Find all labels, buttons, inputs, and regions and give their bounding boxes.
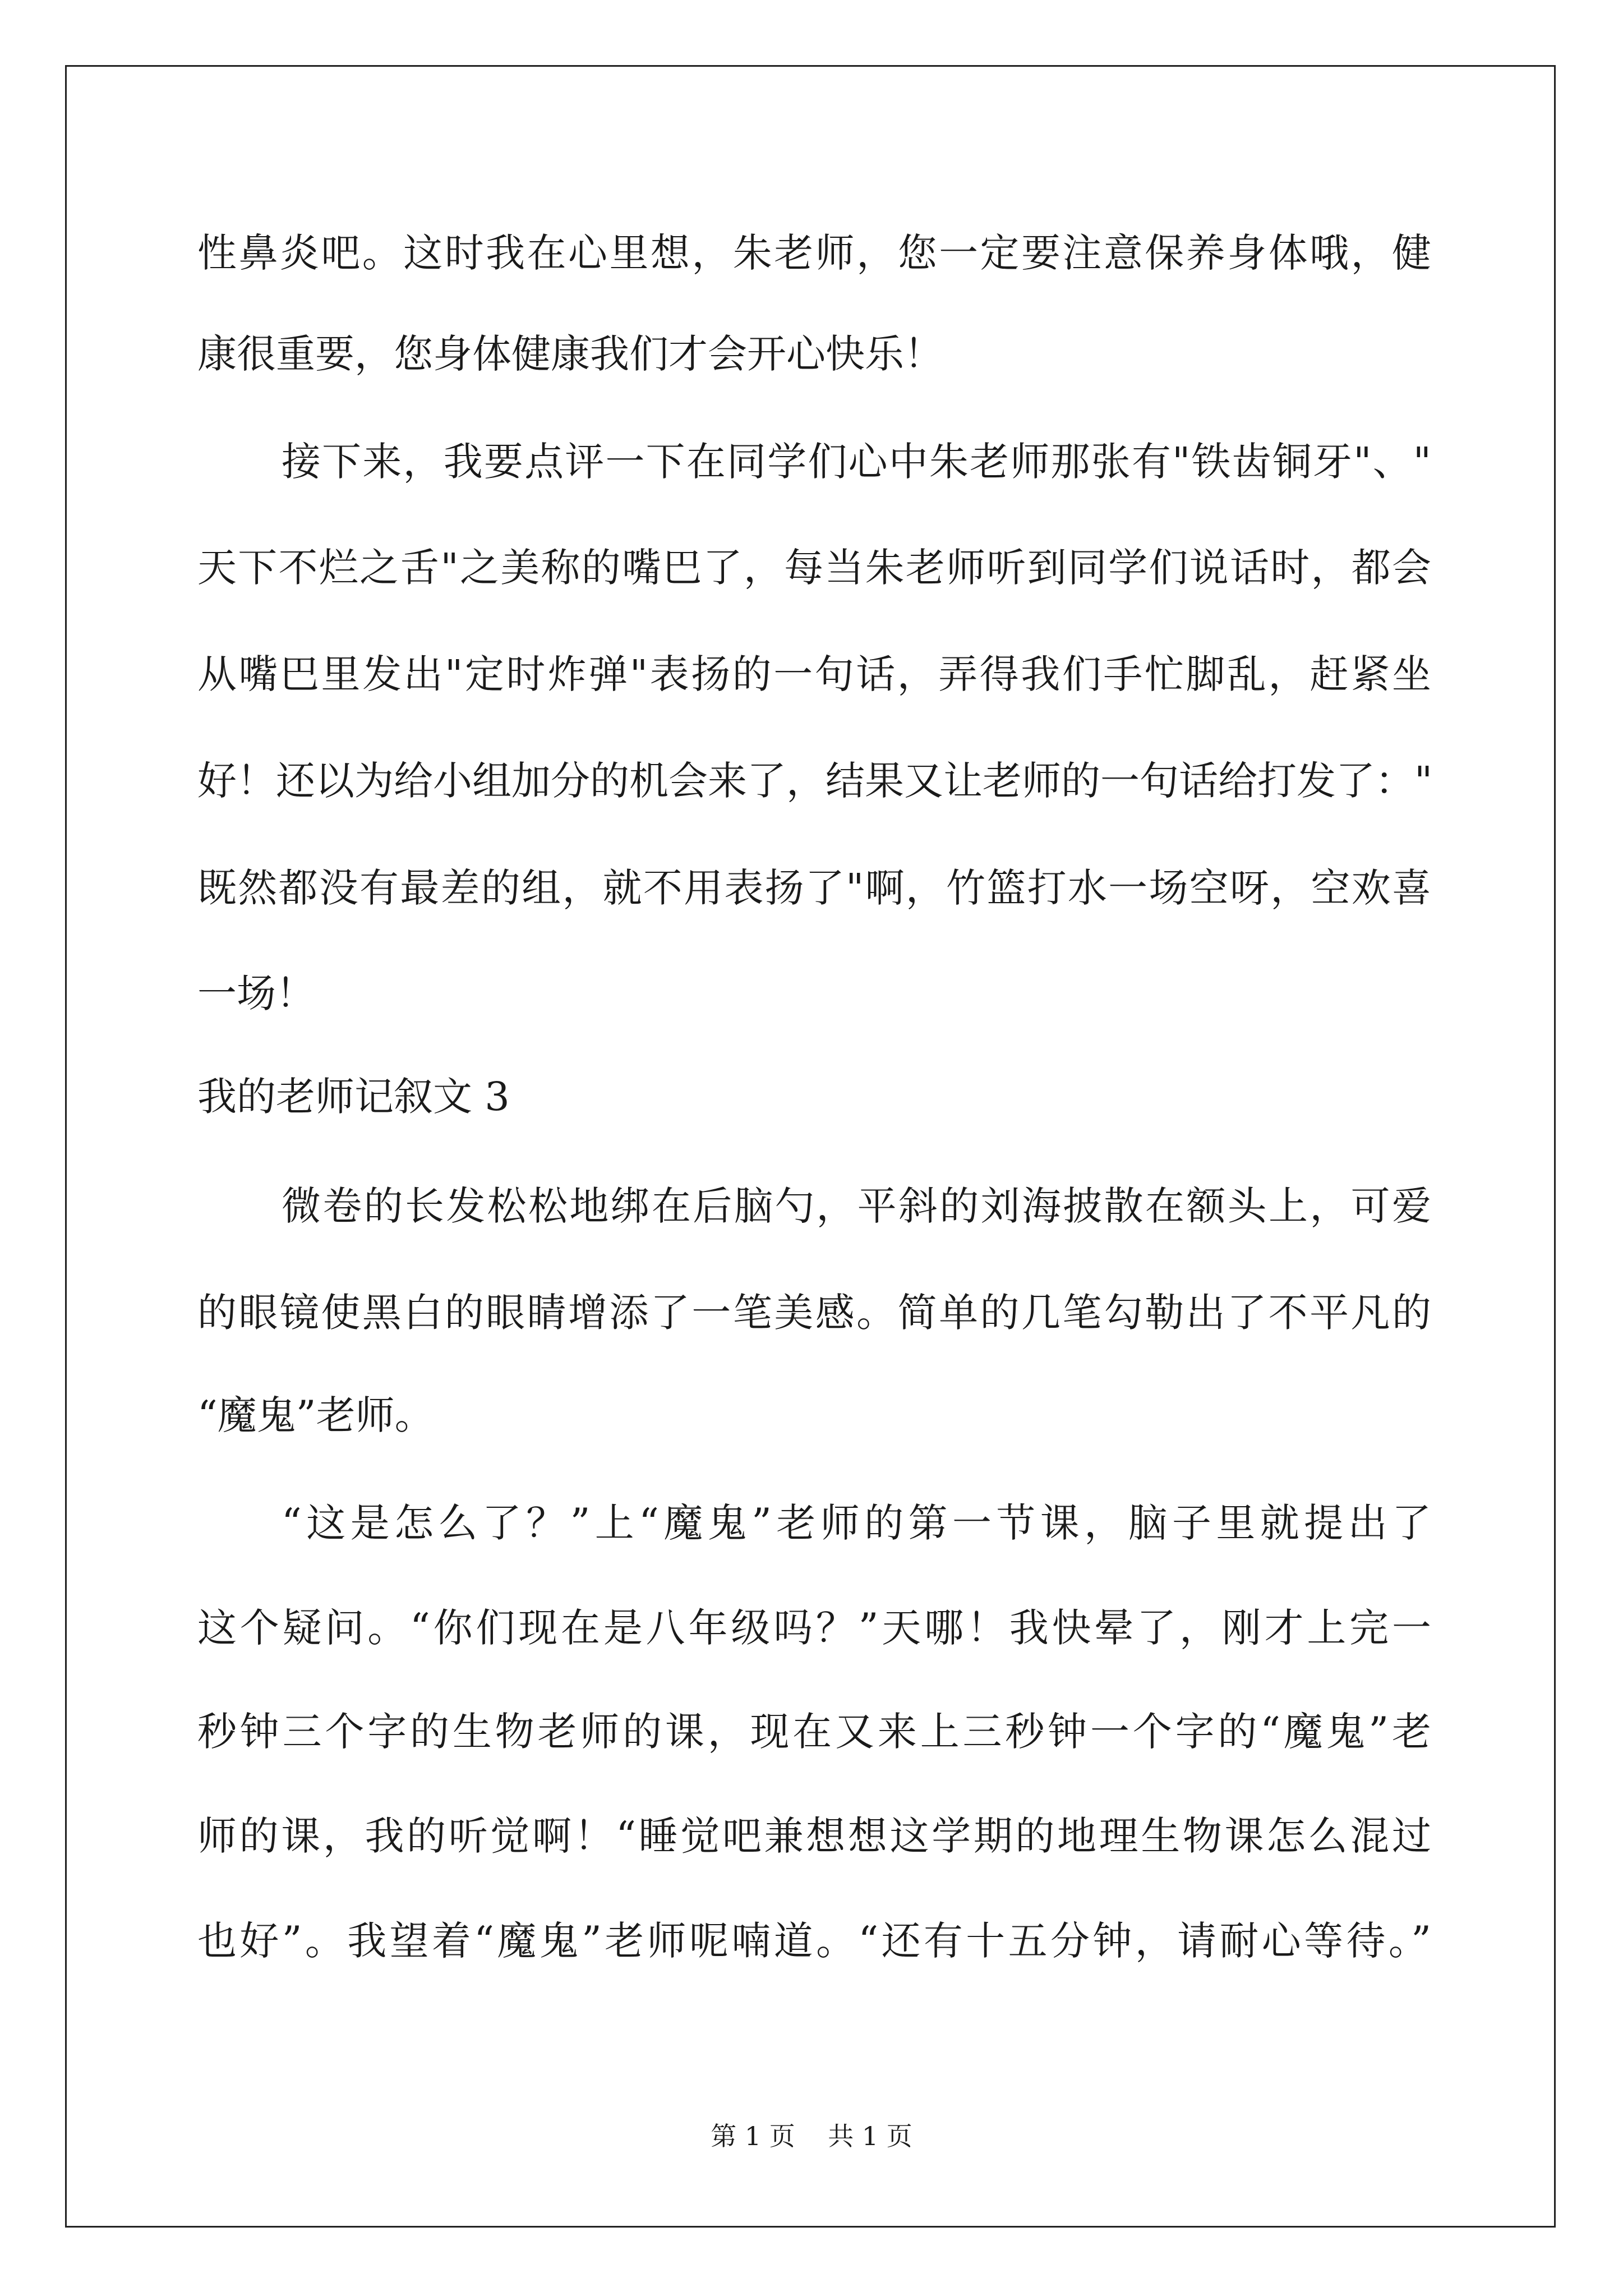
text-line: 康很重要，您身体健康我们才会开心快乐！ [197,331,943,377]
text-line: 的眼镜使黑白的眼睛增添了一笔美感。简单的几笔勾勒出了不平凡的 [197,1290,1431,1336]
text-line: 一场！ [197,970,315,1016]
text-line: 性鼻炎吧。这时我在心里想，朱老师，您一定要注意保养身体哦，健 [197,230,1431,276]
section-heading: 我的老师记叙文 3 [197,1074,510,1120]
text-line: 既然都没有最差的组，就不用表扬了"啊，竹篮打水一场空呀，空欢喜 [197,865,1431,911]
text-line: 好！还以为给小组加分的机会来了，结果又让老师的一句话给打发了：" [197,758,1433,804]
page-footer: 第 1 页 共 1 页 [711,2121,912,2151]
paragraph-first-line: 微卷的长发松松地绑在后脑勺，平斜的刘海披散在额头上，可爱 [282,1183,1431,1229]
text-line: 从嘴巴里发出"定时炸弹"表扬的一句话，弄得我们手忙脚乱，赶紧坐 [197,651,1431,697]
paragraph-first-line: “这是怎么了？”上“魔鬼”老师的第一节课，脑子里就提出了 [282,1500,1431,1546]
text-line: 师的课，我的听觉啊！“睡觉吧兼想想这学期的地理生物课怎么混过 [197,1813,1431,1859]
text-line: 秒钟三个字的生物老师的课，现在又来上三秒钟一个字的“魔鬼”老 [197,1709,1431,1755]
document-body [197,0,1431,2076]
text-line: 也好”。我望着“魔鬼”老师呢喃道。“还有十五分钟，请耐心等待。” [197,1918,1431,1964]
paragraph-first-line: 接下来，我要点评一下在同学们心中朱老师那张有"铁齿铜牙"、" [282,439,1431,485]
text-line: 天下不烂之舌"之美称的嘴巴了，每当朱老师听到同学们说话时，都会 [197,545,1431,591]
text-line: “魔鬼”老师。 [197,1392,434,1438]
text-line: 这个疑问。“你们现在是八年级吗？”天哪！我快晕了，刚才上完一 [197,1605,1431,1651]
